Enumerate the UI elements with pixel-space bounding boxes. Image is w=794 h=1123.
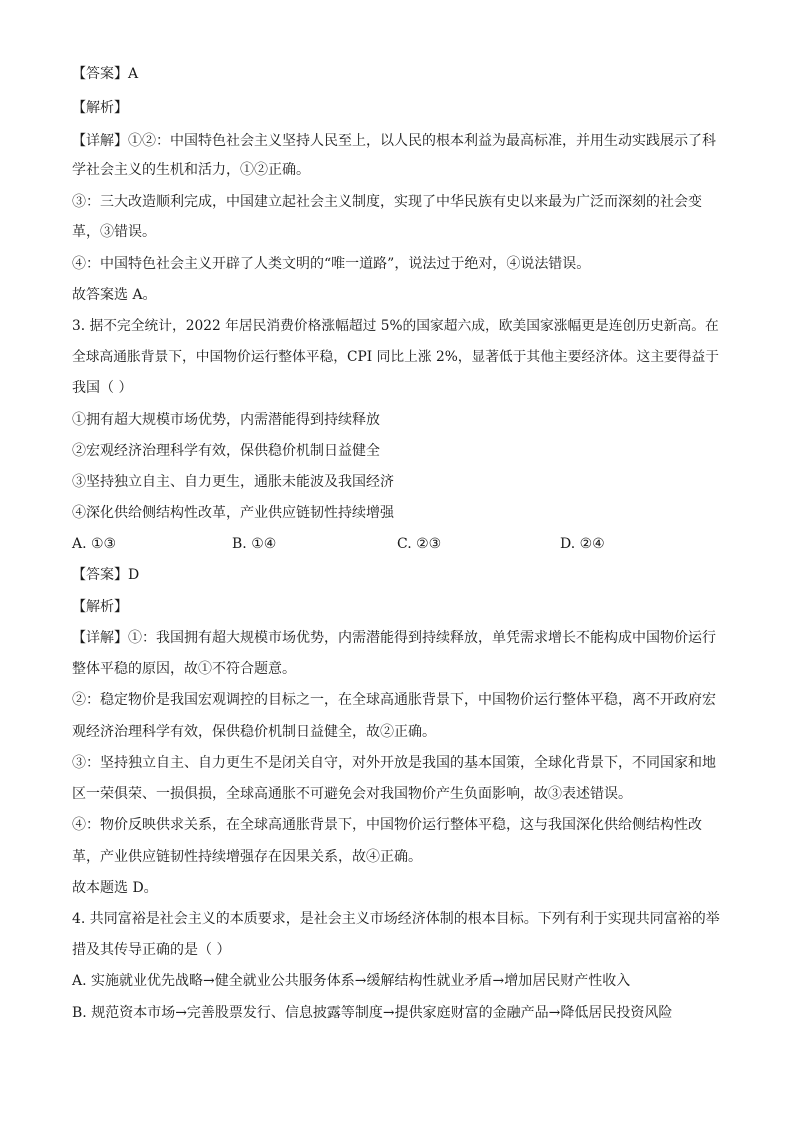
q2-detail-line-1: 【详解】①②：中国特色社会主义坚持人民至上，以人民的根本利益为最高标准，并用生动实践展示了科 — [72, 133, 716, 149]
q3-statement-2: ②宏观经济治理科学有效，保供稳价机制日益健全 — [72, 443, 380, 459]
q3-stem-line-1: 3. 据不完全统计，2022 年居民消费价格涨幅超过 5%的国家超六成，欧美国家涨幅更是连创历史新高。在 — [72, 318, 719, 334]
q4-option-b: B. 规范资本市场→完善股票发行、信息披露等制度→提供家庭财富的金融产品→降低居民投资风险 — [72, 1005, 673, 1021]
q3-detail3-line-1: ③：坚持独立自主、自力更生不是闭关自守，对外开放是我国的基本国策，全球化背景下，不同国家和地 — [72, 755, 716, 771]
q3-detail4-line-1: ④：物价反映供求关系，在全球高通胀背景下，中国物价运行整体平稳，这与我国深化供给侧结构性改 — [72, 817, 702, 833]
q3-detail2-line-1: ②：稳定物价是我国宏观调控的目标之一，在全球高通胀背景下，中国物价运行整体平稳，离不开政府宏 — [72, 692, 716, 708]
q3-option-d: D. ②④ — [560, 536, 605, 552]
q3-statement-1: ①拥有超大规模市场优势，内需潜能得到持续释放 — [72, 412, 380, 428]
q4-stem-line-2: 措及其传导正确的是（ ） — [72, 942, 231, 958]
q3-conclusion: 故本题选 D。 — [72, 880, 158, 896]
q3-detail3-line-2: 区一荣俱荣、一损俱损，全球高通胀不可避免会对我国物价产生负面影响，故③表述错误。 — [72, 786, 632, 802]
q3-answer: 【答案】D — [72, 567, 140, 583]
q4-stem-line-1: 4. 共同富裕是社会主义的本质要求，是社会主义市场经济体制的根本目标。下列有利于实现共同富裕的举 — [72, 911, 720, 927]
q2-conclusion: 故答案选 A。 — [72, 287, 157, 303]
q3-statement-4: ④深化供给侧结构性改革，产业供应链韧性持续增强 — [72, 505, 394, 521]
q3-statement-3: ③坚持独立自主、自力更生，通胀未能波及我国经济 — [72, 474, 394, 490]
q3-detail2-line-2: 观经济治理科学有效，保供稳价机制日益健全，故②正确。 — [72, 724, 436, 740]
q2-analysis-label: 【解析】 — [72, 100, 128, 116]
q3-stem-line-3: 我国（ ） — [72, 380, 133, 396]
q3-option-a: A. ①③ — [72, 536, 117, 552]
q2-detail-line-2: 学社会主义的生机和活力，①②正确。 — [72, 162, 310, 178]
q3-detail4-line-2: 革，产业供应链韧性持续增强存在因果关系，故④正确。 — [72, 849, 422, 865]
q3-detail1-line-1: 【详解】①：我国拥有超大规模市场优势，内需潜能得到持续释放，单凭需求增长不能构成中国物价运行 — [72, 630, 716, 646]
q2-point4: ④：中国特色社会主义开辟了人类文明的“唯一道路”，说法过于绝对，④说法错误。 — [72, 256, 591, 272]
q3-stem-line-2: 全球高通胀背景下，中国物价运行整体平稳，CPI 同比上涨 2%，显著低于其他主要经济体。这主要得益于 — [72, 349, 720, 365]
q3-option-c: C. ②③ — [397, 536, 442, 552]
q3-option-b: B. ①④ — [232, 536, 277, 552]
q2-point3-line-1: ③：三大改造顺利完成，中国建立起社会主义制度，实现了中华民族有史以来最为广泛而深刻的社会变 — [72, 194, 702, 210]
q3-analysis-label: 【解析】 — [72, 599, 128, 615]
q3-detail1-line-2: 整体平稳的原因，故①不符合题意。 — [72, 661, 296, 677]
q4-option-a: A. 实施就业优先战略→健全就业公共服务体系→缓解结构性就业矛盾→增加居民财产性收入 — [72, 973, 631, 989]
q2-point3-line-2: 革，③错误。 — [72, 224, 156, 240]
q2-answer: 【答案】A — [72, 66, 139, 82]
